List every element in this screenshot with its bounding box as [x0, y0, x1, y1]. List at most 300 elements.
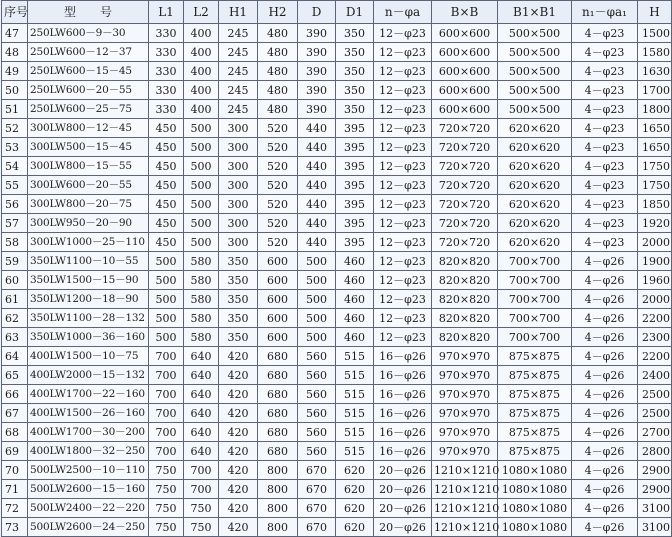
cell-l1: 330 — [149, 81, 184, 100]
cell-anchor-holes: 4－φ23 — [572, 62, 638, 81]
cell-inner-base-size: 620×620 — [498, 119, 572, 138]
table-body — [2, 24, 672, 537]
cell-height: 1960 — [638, 271, 672, 290]
cell-bolt-holes: 20－φ26 — [374, 499, 432, 518]
header-row — [2, 1, 672, 24]
cell-h2: 800 — [258, 518, 298, 537]
cell-d: 560 — [298, 404, 336, 423]
cell-height: 1900 — [638, 252, 672, 271]
cell-d1: 460 — [336, 309, 374, 328]
cell-no: 57 — [2, 214, 28, 233]
cell-h2: 600 — [258, 252, 298, 271]
cell-l2: 700 — [184, 480, 219, 499]
cell-anchor-holes: 4－φ26 — [572, 442, 638, 461]
col-header-d: D — [298, 1, 336, 24]
cell-no: 71 — [2, 480, 28, 499]
cell-height: 2000 — [638, 290, 672, 309]
cell-l1: 500 — [149, 271, 184, 290]
cell-base-size: 820×820 — [432, 252, 498, 271]
cell-l1: 330 — [149, 43, 184, 62]
cell-l2: 640 — [184, 423, 219, 442]
cell-anchor-holes: 4－φ23 — [572, 119, 638, 138]
table-row — [2, 423, 672, 442]
cell-height: 3100 — [638, 499, 672, 518]
cell-model: 350LW1100－10－55 — [28, 252, 149, 271]
cell-inner-base-size: 620×620 — [498, 195, 572, 214]
cell-l1: 330 — [149, 100, 184, 119]
cell-model: 350LW1000－36－160 — [28, 328, 149, 347]
cell-l2: 580 — [184, 271, 219, 290]
cell-anchor-holes: 4－φ26 — [572, 423, 638, 442]
cell-l2: 580 — [184, 309, 219, 328]
cell-h1: 420 — [219, 385, 258, 404]
cell-d: 670 — [298, 499, 336, 518]
table-row — [2, 62, 672, 81]
cell-anchor-holes: 4－φ26 — [572, 461, 638, 480]
cell-model: 300LW600－20－55 — [28, 176, 149, 195]
cell-d: 560 — [298, 366, 336, 385]
cell-model: 250LW600－20－55 — [28, 81, 149, 100]
cell-h2: 680 — [258, 404, 298, 423]
cell-d: 390 — [298, 43, 336, 62]
cell-h2: 480 — [258, 24, 298, 43]
cell-base-size: 600×600 — [432, 24, 498, 43]
cell-h2: 480 — [258, 62, 298, 81]
cell-base-size: 820×820 — [432, 328, 498, 347]
cell-height: 2200 — [638, 309, 672, 328]
cell-model: 500LW2500－10－110 — [28, 461, 149, 480]
cell-no: 65 — [2, 366, 28, 385]
cell-base-size: 820×820 — [432, 271, 498, 290]
cell-d: 440 — [298, 157, 336, 176]
cell-h2: 680 — [258, 347, 298, 366]
cell-d1: 620 — [336, 461, 374, 480]
cell-l2: 640 — [184, 385, 219, 404]
col-header-l1: L1 — [149, 1, 184, 24]
cell-d1: 515 — [336, 423, 374, 442]
cell-l1: 450 — [149, 138, 184, 157]
cell-l1: 700 — [149, 404, 184, 423]
col-header-l2: L2 — [184, 1, 219, 24]
cell-d1: 515 — [336, 366, 374, 385]
cell-inner-base-size: 875×875 — [498, 366, 572, 385]
cell-bolt-holes: 12－φ23 — [374, 119, 432, 138]
cell-height: 1500 — [638, 24, 672, 43]
col-header-model: 型 号 — [28, 1, 149, 24]
cell-height: 2900 — [638, 461, 672, 480]
cell-bolt-holes: 16－φ26 — [374, 423, 432, 442]
cell-no: 64 — [2, 347, 28, 366]
cell-h1: 420 — [219, 404, 258, 423]
cell-h2: 680 — [258, 442, 298, 461]
cell-height: 1650 — [638, 119, 672, 138]
cell-l1: 450 — [149, 176, 184, 195]
cell-d: 440 — [298, 138, 336, 157]
cell-h1: 245 — [219, 43, 258, 62]
cell-h1: 420 — [219, 461, 258, 480]
cell-bolt-holes: 12－φ23 — [374, 214, 432, 233]
cell-l1: 750 — [149, 461, 184, 480]
cell-inner-base-size: 1080×1080 — [498, 499, 572, 518]
cell-inner-base-size: 500×500 — [498, 100, 572, 119]
cell-h2: 520 — [258, 157, 298, 176]
cell-l2: 400 — [184, 81, 219, 100]
cell-d: 440 — [298, 214, 336, 233]
cell-l1: 450 — [149, 233, 184, 252]
col-header-anchor-holes: n₁－φa₁ — [572, 1, 638, 24]
cell-base-size: 970×970 — [432, 347, 498, 366]
cell-anchor-holes: 4－φ26 — [572, 366, 638, 385]
cell-no: 48 — [2, 43, 28, 62]
table-row — [2, 442, 672, 461]
cell-inner-base-size: 620×620 — [498, 214, 572, 233]
cell-no: 61 — [2, 290, 28, 309]
cell-inner-base-size: 620×620 — [498, 233, 572, 252]
table-row — [2, 214, 672, 233]
cell-l2: 500 — [184, 157, 219, 176]
cell-l1: 500 — [149, 290, 184, 309]
cell-height: 2500 — [638, 404, 672, 423]
cell-no: 70 — [2, 461, 28, 480]
table-row — [2, 119, 672, 138]
cell-l2: 640 — [184, 366, 219, 385]
cell-h1: 420 — [219, 347, 258, 366]
cell-h1: 300 — [219, 233, 258, 252]
cell-model: 350LW1500－15－90 — [28, 271, 149, 290]
cell-h1: 245 — [219, 62, 258, 81]
cell-d: 500 — [298, 271, 336, 290]
cell-base-size: 600×600 — [432, 81, 498, 100]
cell-no: 53 — [2, 138, 28, 157]
cell-l1: 750 — [149, 518, 184, 537]
cell-h2: 680 — [258, 385, 298, 404]
cell-inner-base-size: 875×875 — [498, 347, 572, 366]
cell-inner-base-size: 700×700 — [498, 290, 572, 309]
cell-inner-base-size: 500×500 — [498, 43, 572, 62]
cell-bolt-holes: 12－φ23 — [374, 252, 432, 271]
cell-model: 400LW1500－10－75 — [28, 347, 149, 366]
cell-no: 63 — [2, 328, 28, 347]
cell-height: 2500 — [638, 385, 672, 404]
cell-d1: 515 — [336, 385, 374, 404]
cell-model: 300LW1000－25－110 — [28, 233, 149, 252]
cell-d: 440 — [298, 233, 336, 252]
cell-base-size: 720×720 — [432, 119, 498, 138]
cell-h2: 800 — [258, 480, 298, 499]
cell-height: 1630 — [638, 62, 672, 81]
cell-anchor-holes: 4－φ23 — [572, 214, 638, 233]
cell-base-size: 720×720 — [432, 214, 498, 233]
cell-bolt-holes: 12－φ23 — [374, 24, 432, 43]
cell-anchor-holes: 4－φ26 — [572, 385, 638, 404]
cell-anchor-holes: 4－φ23 — [572, 100, 638, 119]
cell-no: 60 — [2, 271, 28, 290]
cell-height: 2200 — [638, 347, 672, 366]
cell-height: 1750 — [638, 157, 672, 176]
col-header-h1: H1 — [219, 1, 258, 24]
cell-l1: 700 — [149, 385, 184, 404]
cell-h2: 520 — [258, 119, 298, 138]
cell-model: 500LW2400－22－220 — [28, 499, 149, 518]
cell-l1: 700 — [149, 442, 184, 461]
cell-bolt-holes: 12－φ23 — [374, 62, 432, 81]
cell-d1: 350 — [336, 62, 374, 81]
cell-d1: 460 — [336, 290, 374, 309]
cell-inner-base-size: 875×875 — [498, 423, 572, 442]
cell-h2: 600 — [258, 309, 298, 328]
cell-height: 3100 — [638, 518, 672, 537]
cell-h1: 300 — [219, 138, 258, 157]
table-row — [2, 499, 672, 518]
cell-l1: 330 — [149, 24, 184, 43]
cell-bolt-holes: 16－φ26 — [374, 442, 432, 461]
cell-h2: 520 — [258, 176, 298, 195]
cell-height: 1700 — [638, 81, 672, 100]
cell-bolt-holes: 16－φ26 — [374, 366, 432, 385]
cell-h2: 600 — [258, 290, 298, 309]
cell-height: 1920 — [638, 214, 672, 233]
cell-base-size: 600×600 — [432, 62, 498, 81]
cell-h1: 300 — [219, 176, 258, 195]
cell-d: 560 — [298, 423, 336, 442]
cell-inner-base-size: 620×620 — [498, 176, 572, 195]
cell-inner-base-size: 700×700 — [498, 328, 572, 347]
cell-inner-base-size: 1080×1080 — [498, 518, 572, 537]
cell-anchor-holes: 4－φ23 — [572, 176, 638, 195]
cell-d1: 350 — [336, 100, 374, 119]
cell-model: 350LW1100－28－132 — [28, 309, 149, 328]
cell-bolt-holes: 12－φ23 — [374, 271, 432, 290]
cell-no: 52 — [2, 119, 28, 138]
table-row — [2, 385, 672, 404]
cell-base-size: 720×720 — [432, 157, 498, 176]
cell-bolt-holes: 12－φ23 — [374, 176, 432, 195]
col-header-h2: H2 — [258, 1, 298, 24]
cell-d1: 620 — [336, 499, 374, 518]
cell-no: 67 — [2, 404, 28, 423]
cell-anchor-holes: 4－φ23 — [572, 138, 638, 157]
cell-base-size: 600×600 — [432, 43, 498, 62]
cell-d: 390 — [298, 24, 336, 43]
cell-bolt-holes: 12－φ23 — [374, 100, 432, 119]
cell-base-size: 720×720 — [432, 138, 498, 157]
cell-anchor-holes: 4－φ23 — [572, 157, 638, 176]
cell-model: 400LW1700－30－200 — [28, 423, 149, 442]
cell-base-size: 970×970 — [432, 442, 498, 461]
cell-no: 69 — [2, 442, 28, 461]
cell-d1: 350 — [336, 24, 374, 43]
cell-d1: 515 — [336, 347, 374, 366]
cell-height: 1580 — [638, 43, 672, 62]
cell-inner-base-size: 875×875 — [498, 404, 572, 423]
cell-h1: 420 — [219, 442, 258, 461]
cell-bolt-holes: 12－φ23 — [374, 195, 432, 214]
cell-base-size: 820×820 — [432, 309, 498, 328]
cell-base-size: 1210×1210 — [432, 518, 498, 537]
cell-model: 300LW800－20－75 — [28, 195, 149, 214]
cell-inner-base-size: 1080×1080 — [498, 461, 572, 480]
cell-d1: 460 — [336, 328, 374, 347]
pump-dimension-table — [1, 0, 672, 537]
cell-l1: 450 — [149, 157, 184, 176]
cell-base-size: 1210×1210 — [432, 480, 498, 499]
cell-d1: 460 — [336, 252, 374, 271]
cell-l1: 500 — [149, 309, 184, 328]
cell-d1: 515 — [336, 442, 374, 461]
cell-no: 50 — [2, 81, 28, 100]
cell-anchor-holes: 4－φ26 — [572, 404, 638, 423]
cell-inner-base-size: 700×700 — [498, 271, 572, 290]
cell-anchor-holes: 4－φ23 — [572, 43, 638, 62]
cell-d1: 395 — [336, 138, 374, 157]
cell-h2: 480 — [258, 43, 298, 62]
cell-d: 500 — [298, 328, 336, 347]
cell-h1: 245 — [219, 24, 258, 43]
cell-no: 59 — [2, 252, 28, 271]
cell-l1: 500 — [149, 328, 184, 347]
cell-base-size: 1210×1210 — [432, 461, 498, 480]
cell-anchor-holes: 4－φ23 — [572, 195, 638, 214]
cell-no: 51 — [2, 100, 28, 119]
cell-no: 73 — [2, 518, 28, 537]
cell-no: 68 — [2, 423, 28, 442]
cell-l2: 700 — [184, 461, 219, 480]
cell-no: 55 — [2, 176, 28, 195]
cell-l2: 750 — [184, 499, 219, 518]
cell-bolt-holes: 12－φ23 — [374, 328, 432, 347]
cell-base-size: 720×720 — [432, 195, 498, 214]
cell-d: 560 — [298, 385, 336, 404]
cell-h2: 520 — [258, 233, 298, 252]
table-row — [2, 43, 672, 62]
table-row — [2, 309, 672, 328]
cell-inner-base-size: 500×500 — [498, 81, 572, 100]
cell-h1: 245 — [219, 81, 258, 100]
cell-height: 2800 — [638, 442, 672, 461]
cell-d: 440 — [298, 195, 336, 214]
cell-no: 47 — [2, 24, 28, 43]
table-row — [2, 81, 672, 100]
cell-bolt-holes: 16－φ26 — [374, 347, 432, 366]
cell-h1: 300 — [219, 214, 258, 233]
cell-base-size: 720×720 — [432, 176, 498, 195]
cell-l2: 500 — [184, 214, 219, 233]
cell-d: 500 — [298, 309, 336, 328]
cell-anchor-holes: 4－φ23 — [572, 233, 638, 252]
cell-base-size: 820×820 — [432, 290, 498, 309]
cell-d1: 395 — [336, 176, 374, 195]
cell-no: 72 — [2, 499, 28, 518]
cell-l2: 640 — [184, 347, 219, 366]
cell-no: 56 — [2, 195, 28, 214]
cell-bolt-holes: 20－φ26 — [374, 518, 432, 537]
cell-model: 250LW600－9－30 — [28, 24, 149, 43]
cell-l2: 580 — [184, 290, 219, 309]
cell-l2: 580 — [184, 328, 219, 347]
cell-base-size: 1210×1210 — [432, 499, 498, 518]
cell-model: 400LW1500－26－160 — [28, 404, 149, 423]
cell-inner-base-size: 700×700 — [498, 309, 572, 328]
table-row — [2, 100, 672, 119]
cell-h1: 350 — [219, 309, 258, 328]
cell-inner-base-size: 1080×1080 — [498, 480, 572, 499]
cell-height: 1800 — [638, 100, 672, 119]
cell-d1: 515 — [336, 404, 374, 423]
cell-h1: 350 — [219, 271, 258, 290]
table-row — [2, 24, 672, 43]
cell-height: 1750 — [638, 176, 672, 195]
cell-model: 500LW2600－15－160 — [28, 480, 149, 499]
table-row — [2, 461, 672, 480]
cell-l1: 700 — [149, 366, 184, 385]
cell-l2: 400 — [184, 43, 219, 62]
cell-model: 300LW500－15－45 — [28, 138, 149, 157]
cell-l2: 400 — [184, 24, 219, 43]
cell-h2: 520 — [258, 195, 298, 214]
cell-h2: 800 — [258, 499, 298, 518]
cell-inner-base-size: 620×620 — [498, 138, 572, 157]
cell-l1: 450 — [149, 119, 184, 138]
cell-d1: 395 — [336, 119, 374, 138]
cell-model: 300LW800－12－45 — [28, 119, 149, 138]
cell-anchor-holes: 4－φ26 — [572, 499, 638, 518]
cell-inner-base-size: 700×700 — [498, 252, 572, 271]
cell-d1: 620 — [336, 518, 374, 537]
cell-l2: 750 — [184, 518, 219, 537]
col-header-bolt-holes: n－φa — [374, 1, 432, 24]
cell-no: 49 — [2, 62, 28, 81]
cell-inner-base-size: 875×875 — [498, 442, 572, 461]
cell-anchor-holes: 4－φ26 — [572, 518, 638, 537]
cell-model: 500LW2600－24－250 — [28, 518, 149, 537]
cell-d: 390 — [298, 100, 336, 119]
cell-h2: 600 — [258, 328, 298, 347]
cell-l2: 500 — [184, 176, 219, 195]
cell-h2: 680 — [258, 366, 298, 385]
cell-base-size: 970×970 — [432, 404, 498, 423]
table-row — [2, 480, 672, 499]
cell-h1: 350 — [219, 328, 258, 347]
table-row — [2, 518, 672, 537]
table-row — [2, 328, 672, 347]
cell-l2: 500 — [184, 119, 219, 138]
cell-model: 400LW1700－22－160 — [28, 385, 149, 404]
cell-d: 670 — [298, 461, 336, 480]
cell-bolt-holes: 12－φ23 — [374, 157, 432, 176]
cell-bolt-holes: 12－φ23 — [374, 138, 432, 157]
cell-bolt-holes: 16－φ26 — [374, 404, 432, 423]
cell-inner-base-size: 620×620 — [498, 157, 572, 176]
cell-d: 440 — [298, 176, 336, 195]
cell-h1: 300 — [219, 157, 258, 176]
cell-h2: 480 — [258, 81, 298, 100]
cell-anchor-holes: 4－φ23 — [572, 24, 638, 43]
cell-h1: 420 — [219, 499, 258, 518]
cell-model: 300LW950－20－90 — [28, 214, 149, 233]
cell-h1: 300 — [219, 195, 258, 214]
cell-no: 66 — [2, 385, 28, 404]
cell-d: 560 — [298, 442, 336, 461]
cell-model: 300LW800－15－55 — [28, 157, 149, 176]
cell-d: 500 — [298, 290, 336, 309]
cell-inner-base-size: 875×875 — [498, 385, 572, 404]
cell-l1: 450 — [149, 214, 184, 233]
table-row — [2, 271, 672, 290]
cell-model: 400LW2000－15－132 — [28, 366, 149, 385]
cell-l1: 700 — [149, 347, 184, 366]
cell-height: 1650 — [638, 138, 672, 157]
cell-inner-base-size: 500×500 — [498, 24, 572, 43]
